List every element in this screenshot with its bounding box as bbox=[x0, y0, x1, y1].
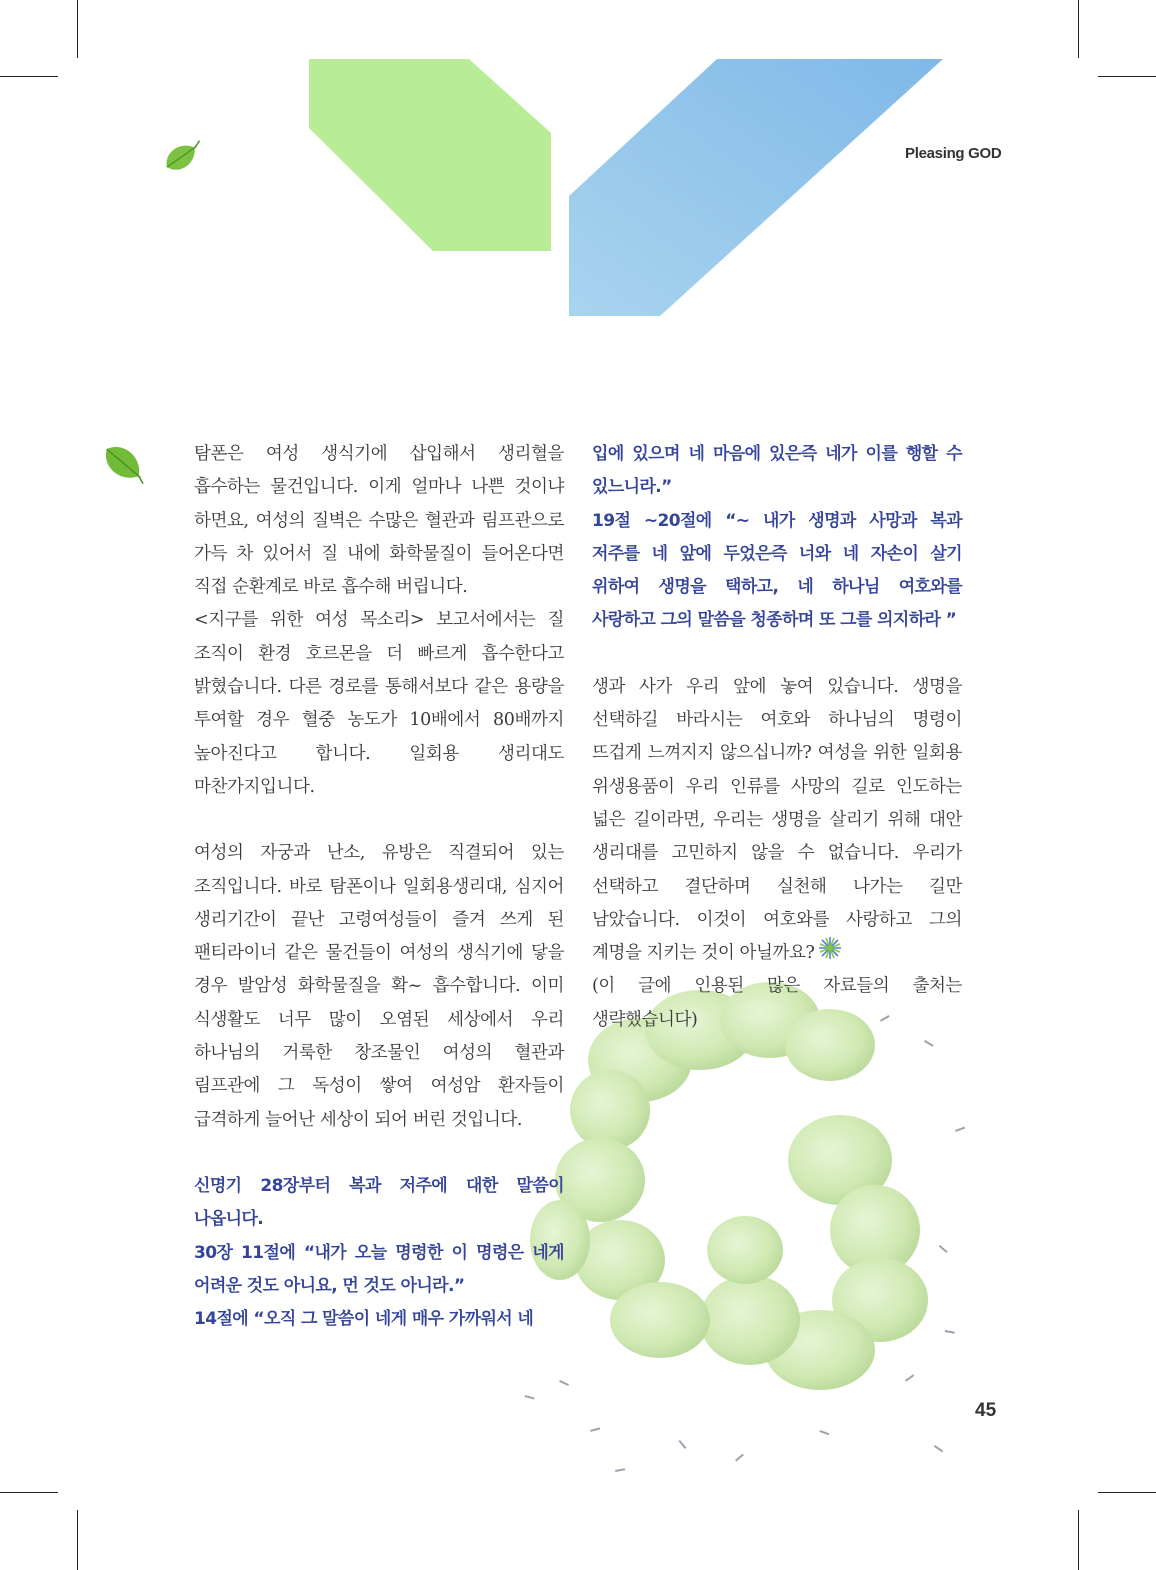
scripture-quote: 30장 11절에 “내가 오늘 명령한 이 명령은 네게 어려운 것도 아니요, 먼 것도 아니라.” bbox=[194, 1242, 564, 1296]
scripture-quote: 14절에 “오직 그 말씀이 네게 매우 가까워서 네 bbox=[194, 1309, 534, 1330]
page-number: 45 bbox=[975, 1400, 997, 1421]
right-column bbox=[592, 438, 962, 1037]
scripture-quote: 입에 있으며 네 마음에 있은즉 네가 이를 행할 수 있느니라.” bbox=[592, 444, 962, 498]
tree-recycle-symbol bbox=[530, 982, 928, 1390]
scripture-quote: 19절 ~20절에 “~ 내가 생명과 사망과 복과 저주를 네 앞에 두었은즉 너와 네 자손이 살기 위하여 생명을 택하고, 네 하나님 여호와를 사랑하고 그의 말씀을 청종하며 또 그를 의지하라 ” bbox=[592, 510, 962, 631]
paragraph: 탐폰은 여성 생식기에 삽입해서 생리혈을 흡수하는 물건입니다. 이게 얼마나 나쁜 것이냐 하면요, 여성의 질벽은 수많은 혈관과 림프관으로 가득 차 있어서 질 내에 화학물질이 들어온다면 직접 순환계로 바로 흡수해 버립니다. bbox=[194, 444, 564, 598]
paragraph: <지구를 위한 여성 목소리> 보고서에서는 질 조직이 환경 호르몬을 더 빠르게 흡수한다고 밝혔습니다. 다른 경로를 통해서보다 같은 용량을 투여할 경우 혈중 농도가 10배에서 80배까지 높아진다고 합니다. 일회용 생리대도 마찬가지입니다. bbox=[194, 610, 564, 797]
section-label: Pleasing GOD bbox=[905, 145, 1002, 162]
leaf-icon bbox=[161, 134, 207, 175]
leaf-icon bbox=[98, 439, 153, 491]
source-note: (이 글에 인용된 많은 자료들의 출처는 생략했습니다) bbox=[592, 976, 962, 1030]
left-column bbox=[194, 438, 564, 1336]
paragraph: 여성의 자궁과 난소, 유방은 직결되어 있는 조직입니다. 바로 탐폰이나 일회용생리대, 심지어 생리기간이 끝난 고령여성들이 즐겨 쓰게 된 팬티라이너 같은 물건들이 여성의 생식기에 닿을 경우 발암성 화학물질을 확~ 흡수합니다. 이미 식생활도 너무 많이 오염된 세상에서 우리 하나님의 거룩한 창조물인 여성의 혈관과 림프관에 그 독성이 쌓여 여성암 환자들이 급격하게 늘어난 세상이 되어 버린 것입니다. bbox=[194, 843, 564, 1130]
scripture-quote: 신명기 28장부터 복과 저주에 대한 말씀이 나옵니다. bbox=[194, 1175, 564, 1230]
blue-parallelogram-shape bbox=[569, 59, 943, 316]
green-chevron-shape bbox=[309, 59, 551, 251]
paragraph: 생과 사가 우리 앞에 놓여 있습니다. 생명을 선택하길 바라시는 여호와 하나님의 명령이 뜨겁게 느껴지지 않으십니까? 여성을 위한 일회용 위생용품이 우리 인류를 사망의 길로 인도하는 넓은 길이라면, 우리는 생명을 살리기 위해 대안 생리대를 고민하지 않을 수 없습니다. 우리가 선택하고 결단하며 실천해 나가는 길만 남았습니다. 이것이 여호와를 사랑하고 그의 계명을 지키는 것이 아닐까요? bbox=[592, 676, 962, 964]
